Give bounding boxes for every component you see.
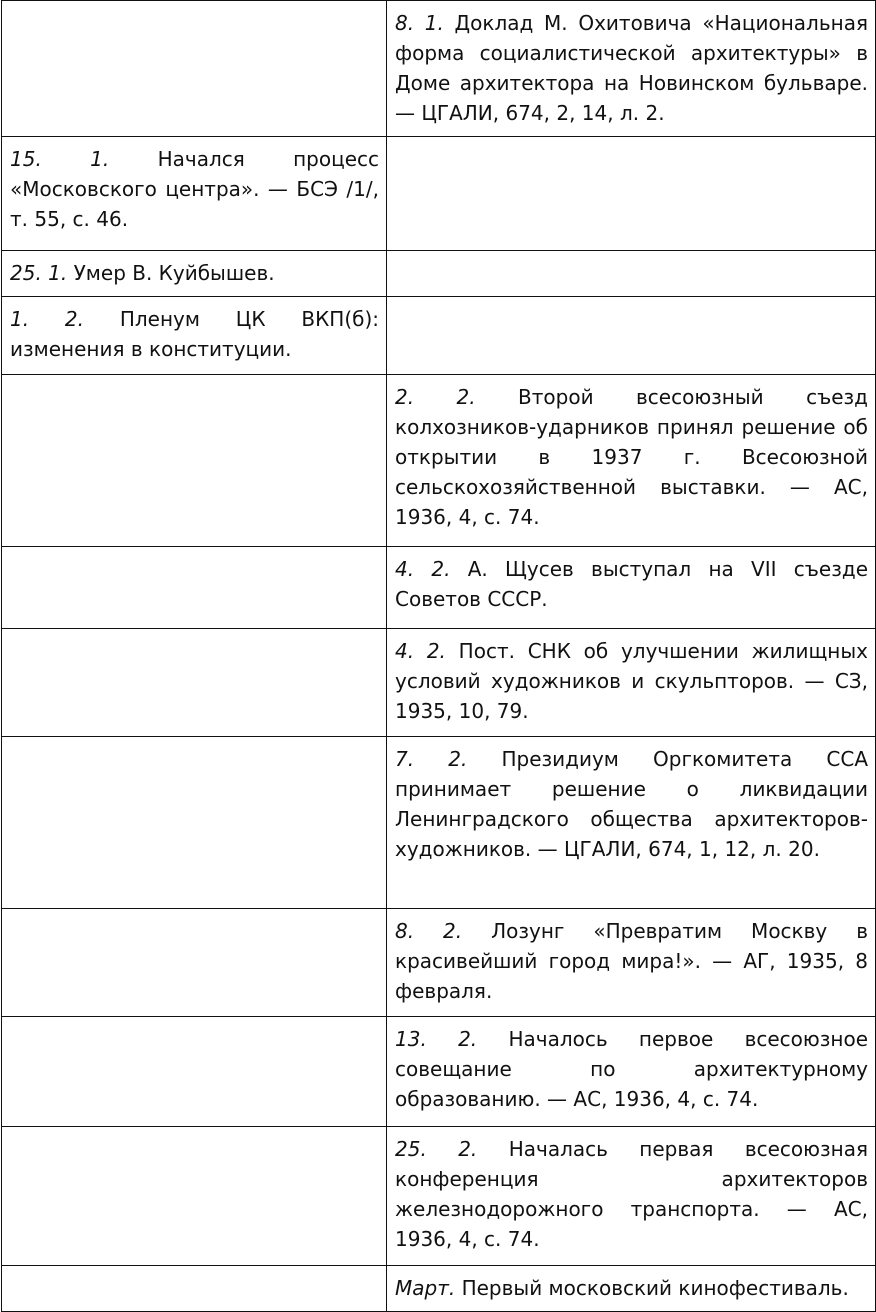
left-cell xyxy=(2,1017,387,1127)
entry-date: 7. 2. xyxy=(395,747,468,771)
entry-text: Доклад М. Охитовича «Национальная форма социалистической архитектуры» в Доме архитектора на Новинском бульваре. — ЦГАЛИ, 674, 2, 14, л. 2. xyxy=(395,11,868,125)
right-cell xyxy=(387,297,876,375)
right-cell xyxy=(387,737,876,909)
table-row xyxy=(2,909,876,1017)
left-cell xyxy=(2,547,387,629)
entry-date: 13. 2. xyxy=(395,1027,478,1051)
left-cell xyxy=(2,375,387,547)
entry-date: 25. 1. xyxy=(10,261,68,285)
entry-date: 4. 2. xyxy=(395,557,451,581)
entry-text: Лозунг «Превратим Москву в красивейший город мира!». — АГ, 1935, 8 февраля. xyxy=(395,919,868,1003)
right-cell xyxy=(387,375,876,547)
table-row xyxy=(2,375,876,547)
table-row xyxy=(2,137,876,251)
left-cell xyxy=(2,137,387,251)
left-cell xyxy=(2,251,387,297)
entry-text: А. Щусев выступал на VII съезде Советов СССР. xyxy=(395,557,868,611)
table-row xyxy=(2,297,876,375)
table-row xyxy=(2,1127,876,1266)
entry-date: 8. 1. xyxy=(395,11,444,35)
table-row xyxy=(2,737,876,909)
right-cell xyxy=(387,547,876,629)
left-cell xyxy=(2,1266,387,1312)
entry-text: Президиум Оргкомитета ССА принимает решение о ликвидации Ленинградского общества архитекторов-художников. — ЦГАЛИ, 674, 1, 12, л. 20. xyxy=(395,747,868,861)
left-cell xyxy=(2,737,387,909)
entry-text: Пост. СНК об улучшении жилищных условий художников и скульпторов. — СЗ, 1935, 10, 79. xyxy=(395,639,868,723)
right-cell xyxy=(387,251,876,297)
table-row xyxy=(2,629,876,737)
entry-date: 1. 2. xyxy=(10,307,84,331)
table-row xyxy=(2,1,876,137)
entry-text: Начался процесс «Московского центра». — БСЭ /1/, т. 55, с. 46. xyxy=(10,147,380,231)
table-row xyxy=(2,251,876,297)
table-row xyxy=(2,547,876,629)
entry-date: 8. 2. xyxy=(395,919,463,943)
entry-date: 15. 1. xyxy=(10,147,110,171)
left-cell xyxy=(2,1127,387,1266)
right-cell xyxy=(387,1,876,137)
entry-text: Первый московский кинофестиваль. xyxy=(461,1276,849,1300)
entry-text: Умер В. Куйбышев. xyxy=(73,261,275,285)
chronology-table xyxy=(1,0,876,1312)
entry-date: Март. xyxy=(395,1276,456,1300)
entry-date: 25. 2. xyxy=(395,1137,478,1161)
right-cell xyxy=(387,629,876,737)
entry-text: Второй всесоюзный съезд колхозников-ударников принял решение об открытии в 1937 г. Всесоюзной сельскохозяйственной выставки. — АС, 1936, 4, с. 74. xyxy=(395,385,868,529)
table-row xyxy=(2,1266,876,1312)
left-cell xyxy=(2,297,387,375)
entry-text: Началось первое всесоюзное совещание по архитектурному образованию. — АС, 1936, 4, с. 74. xyxy=(395,1027,868,1111)
right-cell xyxy=(387,1266,876,1312)
entry-text: Началась первая всесоюзная конференция архитекторов железнодорожного транспорта. — АС, 1936, 4, с. 74. xyxy=(395,1137,868,1251)
right-cell xyxy=(387,1127,876,1266)
entry-text: Пленум ЦК ВКП(б): изменения в конституции. xyxy=(10,307,379,361)
left-cell xyxy=(2,1,387,137)
left-cell xyxy=(2,909,387,1017)
right-cell xyxy=(387,1017,876,1127)
right-cell xyxy=(387,909,876,1017)
entry-date: 2. 2. xyxy=(395,385,476,409)
entry-date: 4. 2. xyxy=(395,639,446,663)
right-cell xyxy=(387,137,876,251)
left-cell xyxy=(2,629,387,737)
table-row xyxy=(2,1017,876,1127)
